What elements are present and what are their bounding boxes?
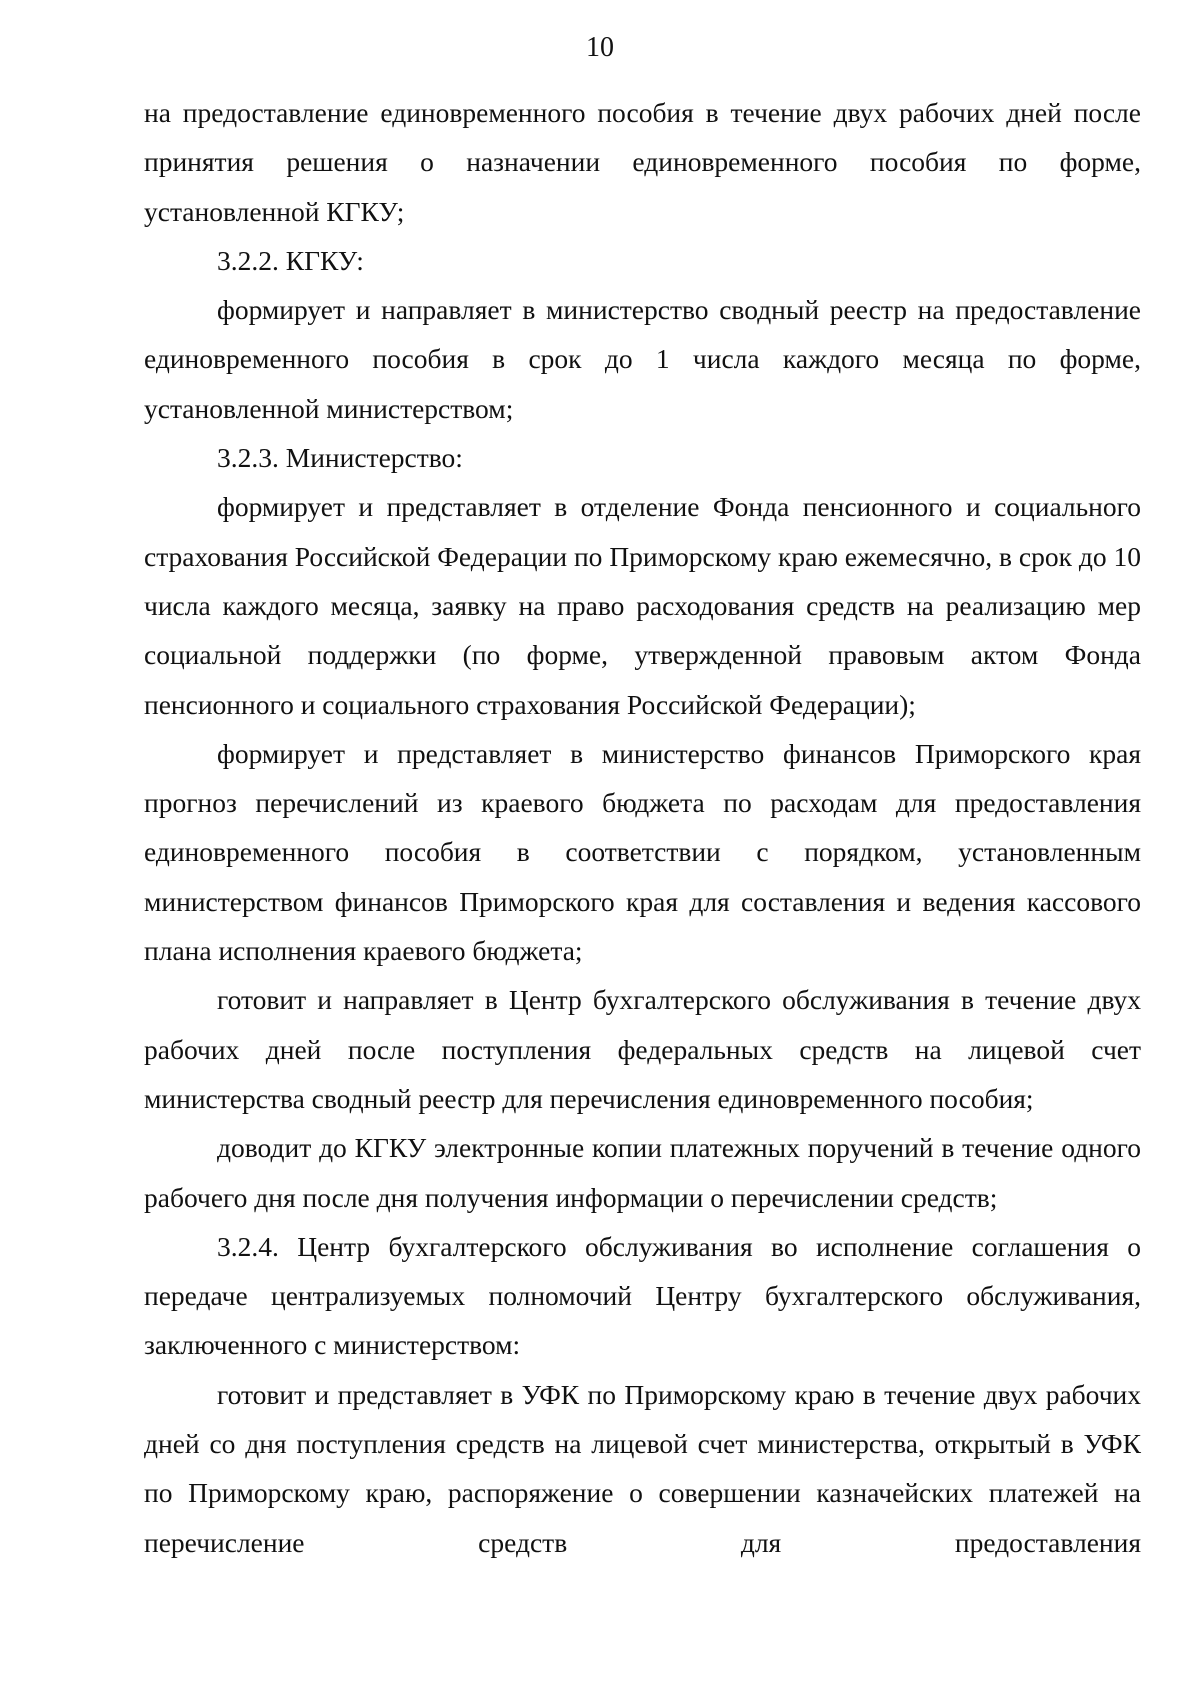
paragraph-continuation: на предоставление единовременного пособия в течение двух рабочих дней после принятия решения о назначении единовременного пособия по форме, установленной КГКУ; (144, 97, 1141, 227)
paragraph-ministry-payment-copies: доводит до КГКУ электронные копии платежных поручений в течение одного рабочего дня после дня получения информации о перечислении средств; (144, 1132, 1141, 1213)
page-number: 10 (586, 32, 614, 63)
document-body (144, 88, 1141, 1567)
paragraph-ministry-forecast: формирует и представляет в министерство финансов Приморского края прогноз перечислений из краевого бюджета по расходам для предоставления единовременного пособия в соответствии с порядком, установленным министерством финансов Приморского края для составления и ведения кассового плана исполнения краевого бюджета; (144, 737, 1141, 967)
section-heading-3-2-2: 3.2.2. КГКУ: (217, 244, 364, 276)
paragraph-ministry-register: готовит и направляет в Центр бухгалтерского обслуживания в течение двух рабочих дней после поступления федеральных средств на лицевой счет министерства сводный реестр для перечисления единовременного пособия; (144, 984, 1141, 1114)
section-heading-3-2-4: 3.2.4. Центр бухгалтерского обслуживания во исполнение соглашения о передаче централизуемых полномочий Центру бухгалтерского обслуживания, заключенного с министерством: (144, 1230, 1141, 1361)
paragraph-ministry-fund-request: формирует и представляет в отделение Фонда пенсионного и социального страхования Российской Федерации по Приморскому краю ежемесячно, в срок до 10 числа каждого месяца, заявку на право расходования средств на реализацию мер социальной поддержки (по форме, утвержденной правовым актом Фонда пенсионного и социального страхования Российской Федерации); (144, 491, 1141, 720)
paragraph-kgku-register: формирует и направляет в министерство сводный реестр на предоставление единовременного пособия в срок до 1 числа каждого месяца по форме, установленной министерством; (144, 294, 1141, 424)
paragraph-accounting-center-order: готовит и представляет в УФК по Приморскому краю в течение двух рабочих дней со дня поступления средств на лицевой счет министерства, открытый в УФК по Приморскому краю, распоряжение о совершении казначейских платежей на перечисление средств для предоставления (144, 1378, 1141, 1558)
section-heading-3-2-3: 3.2.3. Министерство: (217, 442, 463, 474)
